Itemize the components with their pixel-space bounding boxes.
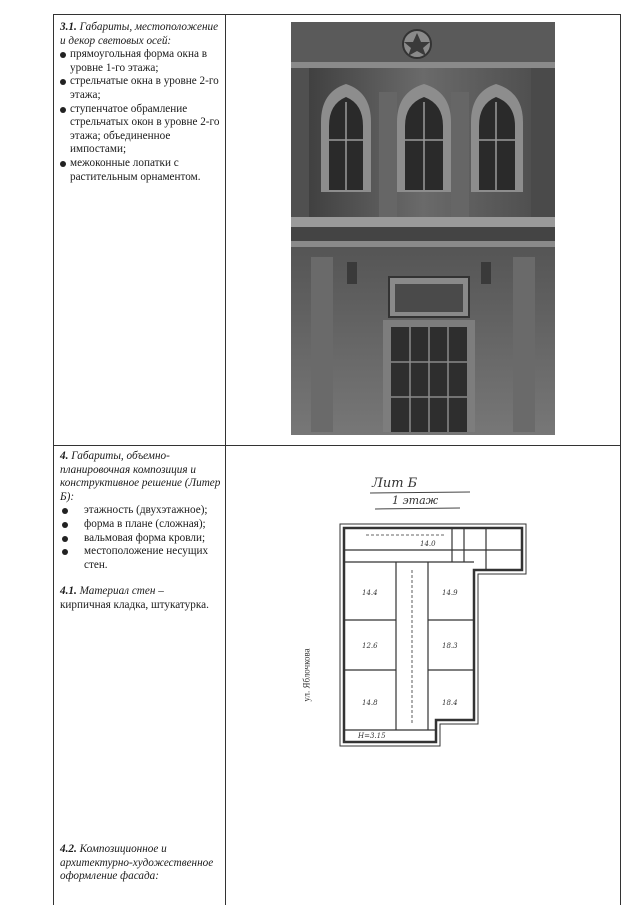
table-border-left: [53, 14, 54, 905]
list-item: стрельчатые окна в уровне 2-го этажа;: [60, 75, 226, 102]
material-text: кирпичная кладка, штукатурка.: [60, 598, 209, 611]
row-separator: [53, 445, 621, 446]
section-3-1-heading: 3.1. Габариты, местоположение и декор световых осей:: [60, 21, 219, 47]
section-3-1: [60, 21, 226, 184]
room-label: 14.4: [362, 589, 378, 597]
list-item: вальмовая форма кровли;: [60, 532, 226, 546]
table-border-top: [53, 14, 621, 15]
section-4-list: [60, 504, 226, 572]
section-4: [60, 450, 226, 613]
material-heading: 4.1. Материал стен –: [60, 585, 164, 598]
room-label: 18.3: [442, 642, 458, 650]
list-item: прямоугольная форма окна в уровне 1-го этажа;: [60, 48, 226, 75]
table-border-right: [620, 14, 621, 905]
facade-photo-image: [291, 22, 555, 435]
room-label: 14.0: [420, 540, 436, 548]
street-label: ул. Яблочкова: [301, 648, 312, 702]
room-label: H=3.15: [358, 732, 386, 740]
list-item: этажность (двухэтажное);: [60, 504, 226, 518]
list-item: местоположение несущих стен.: [60, 545, 226, 572]
plan-subtitle: 1 этаж: [392, 494, 439, 507]
room-label: 12.6: [362, 642, 378, 650]
list-item: форма в плане (сложная);: [60, 518, 226, 532]
section-4-heading: 4. Габариты, объемно-планировочная композиция и конструктивное решение (Литер Б):: [60, 450, 221, 503]
facade-photo: [291, 22, 555, 435]
list-item: ступенчатое обрамление стрельчатых окон в уровне 2-го этажа; объединенное импостами;: [60, 103, 226, 157]
plan-title-underline: [360, 488, 480, 512]
room-label: 18.4: [442, 699, 458, 707]
composition-heading: 4.2. Композиционное и архитектурно-художественное оформление фасада:: [60, 843, 214, 883]
section-3-1-list: [60, 48, 226, 184]
room-label: 14.8: [362, 699, 378, 707]
list-item: межоконные лопатки с растительным орнаментом.: [60, 157, 226, 184]
room-label: 14.9: [442, 589, 458, 597]
floor-plan: [336, 520, 531, 750]
plan-title: Лит Б: [372, 476, 418, 491]
